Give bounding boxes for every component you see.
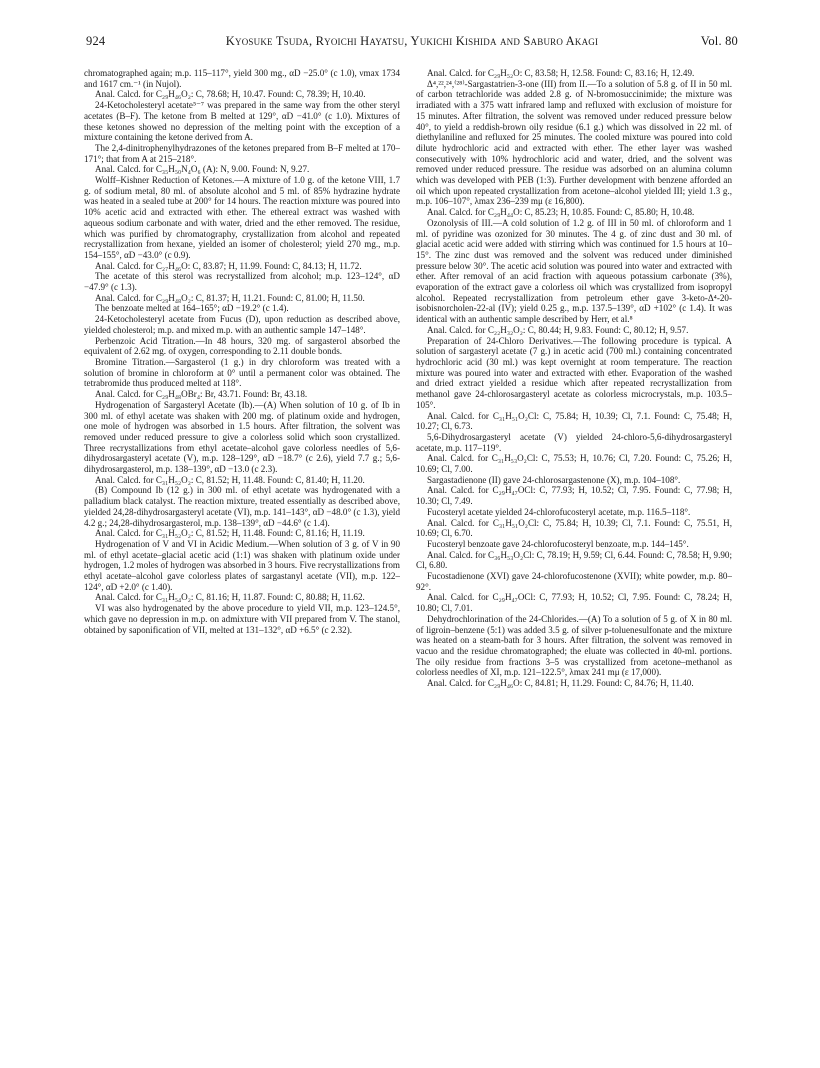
paragraph: Anal. Calcd. for C₃₁H₅₁O₂Cl: C, 75.84; H, 10.39; Cl, 7.1. Found: C, 75.48; H, 10.27; Cl, 6.73. bbox=[416, 410, 732, 432]
paragraph: Bromine Titration.—Sargasterol (1 g.) in dry chloroform was treated with a solution of bromine in chloroform at 0° until a permanent color was obtained. The tetrabromide thus produced melted at 118°. bbox=[84, 356, 400, 389]
paragraph: Perbenzoic Acid Titration.—In 48 hours, 320 mg. of sargasterol absorbed the equivalent of 2.62 mg. of oxygen, corresponding to 2.11 double bonds. bbox=[84, 335, 400, 357]
paragraph: Hydrogenation of V and VI in Acidic Medium.—When solution of 3 g. of V in 90 ml. of ethyl acetate–glacial acetic acid (1:1) was shaken with platinum oxide under hydrogen, 1.2 moles of hydrogen was absorbed in 3 hours. Five recrystallizations from ethyl acetate–alcohol gave colorless plates of sargastanyl acetate (VII), m.p. 122–124°, αD +2.0° (c 1.40). bbox=[84, 538, 400, 592]
paragraph: Dehydrochlorination of the 24-Chlorides.—(A) To a solution of 5 g. of X in 80 ml. of ligroin–benzene (5:1) was added 3.5 g. of silver p-toluenesulfonate and the mixture was heated on a steam-bath for 3 hours. After filtration, the solvent was removed in vacuo and the residue chromatographed; the eluate was collected in 40-ml. portions. The oily residue from fractions 3–5 was crystallized from acetone–methanol as colorless needles of XI, m.p. 121–122.5°, λmax 241 mμ (ε 17,000). bbox=[416, 613, 732, 678]
paragraph: Anal. Calcd. for C₂₉H₄₄O: C, 85.23; H, 10.85. Found: C, 85.80; H, 10.48. bbox=[427, 207, 695, 218]
paragraph: Anal. Calcd. for C₃₁H₅₄O₂: C, 81.16; H, 11.87. Found: C, 80.88; H, 11.62. bbox=[95, 592, 365, 603]
paragraph: Anal. Calcd. for C₃₁H₅₃O₂Cl: C, 75.53; H, 10.76; Cl, 7.20. Found: C, 75.26; H, 10.69; Cl, 7.00. bbox=[416, 453, 732, 475]
paragraph: Anal. Calcd. for C₂₉H₅₂O: C, 83.58; H, 12.58. Found: C, 83.16; H, 12.49. bbox=[427, 68, 695, 78]
paragraph: The acetate of this sterol was recrystallized from alcohol; m.p. 123–124°, αD −47.9° (c 1.3). bbox=[84, 271, 400, 293]
paragraph: Anal. Calcd. for C₂₉H₄₇OCl: C, 77.93; H, 10.52; Cl, 7.95. Found: C, 77.98; H, 10.30; Cl, 7.49. bbox=[416, 485, 732, 507]
paragraph: (B) Compound Ib (12 g.) in 300 ml. of ethyl acetate was hydrogenated with a palladium black catalyst. The reaction mixture, treated essentially as described above, yielded 24,28-dihydrosargasteryl acetate (VI), m.p. 141–143°, αD −48.0° (c 1.3), yield 4.2 g.; 24,28-dihydrosargasterol, m.p. 138–139°, αD −44.6° (c 1.4). bbox=[84, 485, 400, 528]
paragraph: Anal. Calcd. for C₃₆H₅₃O₂Cl: C, 78.19; H, 9.59; Cl, 6.44. Found: C, 78.58; H, 9.90; Cl, 6.80. bbox=[416, 549, 732, 571]
paragraph: Sargastadienone (II) gave 24-chlorosargastenone (X), m.p. 104–108°. bbox=[427, 474, 681, 485]
page-header bbox=[86, 34, 738, 50]
volume-label: Vol. 80 bbox=[700, 34, 738, 48]
left-column bbox=[84, 68, 400, 1058]
paragraph: Anal. Calcd. for C₂₉H₄₈OBr₄: Br, 43.71. Found: Br, 43.18. bbox=[95, 389, 308, 400]
paragraph: Anal. Calcd. for C₃₁H₅₂O₂: C, 81.52; H, 11.48. Found: C, 81.40; H, 11.20. bbox=[95, 474, 365, 485]
paragraph: Anal. Calcd. for C₂₉H₄₇OCl: C, 77.93; H, 10.52; Cl, 7.95. Found: C, 78.24; H, 10.80; Cl, 7.01. bbox=[416, 592, 732, 614]
paragraph: VI was also hydrogenated by the above procedure to yield VII, m.p. 123–124.5°, which gave no depression in m.p. on admixture with VII prepared from V. The stanol, obtained by saponification of VII, melted at 131–132°, αD +6.5° (c 2.32). bbox=[84, 603, 400, 635]
paragraph: Fucostadienone (XVI) gave 24-chlorofucostenone (XVII); white powder, m.p. 80–92°. bbox=[416, 571, 732, 592]
paragraph: Anal. Calcd. for C₂₉H₄₈O₂: C, 81.37; H, 11.21. Found: C, 81.00; H, 11.50. bbox=[95, 292, 365, 303]
paragraph: Anal. Calcd. for C₂₉H₄₆O₂: C, 78.68; H, 10.47. Found: C, 78.39; H, 10.40. bbox=[95, 89, 366, 100]
paragraph: 24-Ketocholesteryl acetate from Fucus (D), upon reduction as described above, yielded cholesterol; m.p. and mixed m.p. with an authentic sample 147–148°. bbox=[84, 314, 400, 335]
paragraph: Ozonolysis of III.—A cold solution of 1.2 g. of III in 50 ml. of chloroform and 1 ml. of pyridine was ozonized for 30 minutes. The 4 g. of zinc dust and 30 ml. of glacial acetic acid were added with stirring which was continued for 1.5 hours at 10–15°. The zinc dust was removed and the solvent was reduced under diminished pressure below 30°. The acetic acid solution was poured into water and extracted with ether. After removal of an acid fraction with aqueous potassium carbonate (3%), evaporation of the extract gave a colorless oil which was crystallized from isopropyl alcohol. Repeated recrystallization from petroleum ether gave 3-keto-Δ⁴-20-isobisnorcholen-22-al (IV); yield 0.25 g., m.p. 137.5–139°, αD +102° (c 1.4). It was identical with an authentic sample described by Herr, et al.⁸ bbox=[416, 217, 732, 325]
paragraph: chromatographed again; m.p. 115–117°, yield 300 mg., αD −25.0° (c 1.0), νmax 1734 and 1617 cm.⁻¹ (in Nujol). bbox=[84, 68, 400, 89]
paragraph: Anal. Calcd. for C₂₇H₄₆O: C, 83.87; H, 11.99. Found: C, 84.13; H, 11.72. bbox=[95, 260, 362, 271]
paragraph: Fucosteryl benzoate gave 24-chlorofucosteryl benzoate, m.p. 144–145°. bbox=[427, 538, 689, 549]
paragraph: Wolff–Kishner Reduction of Ketones.—A mixture of 1.0 g. of the ketone VIII, 1.7 g. of sodium metal, 80 ml. of absolute alcohol and 5 ml. of 85% hydrazine hydrate was heated in a sealed tube at 200° for 14 hours. The reaction mixture was poured into 10% acetic acid and extracted with ether. The ethereal extract was washed with aqueous sodium carbonate and with water, dried and the ether removed. The residue, which was purified by chromatography, crystallization from alcohol and repeated recrystallization from hexane, yielded an isomer of cholesterol; yield 270 mg., m.p. 154–155°, αD −43.0° (c 0.9). bbox=[84, 175, 400, 260]
paragraph: Δ⁴,²²,²⁴,⁽²⁸⁾-Sargastatrien-3-one (III) from II.—To a solution of 5.8 g. of II in 50 ml. of carbon tetrachloride was added 2.8 g. of N-bromosuccinimide; the mixture was irradiated with a 375 watt infrared lamp and refluxed with exclusion of moisture for 15 minutes. After filtration, the solvent was removed under reduced pressure below 40°, to yield a reddish-brown oily residue (6.1 g.) which was dissolved in 22 ml. of diethylaniline and refluxed for 25 minutes. The cooled mixture was poured into cold dilute hydrochloric acid and extracted with ether. The ether layer was washed consecutively with 10% hydrochloric acid and water, dried, and the solvent was removed under reduced pressure. The residue was adsorbed on an alumina column which was developed with PEB (1:3). Further development with benzene afforded an oil which upon repeated crystallization from acetone–alcohol yielded III; yield 1.3 g., m.p. 106–107°, λmax 236–239 mμ (ε 16,800). bbox=[416, 78, 732, 207]
paragraph: Preparation of 24-Chloro Derivatives.—The following procedure is typical. A solution of sargasteryl acetate (7 g.) in acetic acid (700 ml.) containing concentrated hydrochloric acid (30 ml.) was kept overnight at room temperature. The reaction mixture was poured into water and extracted with ether. Evaporation of the washed and dried extract yielded a residue which after repeated recrystallization from methanol gave 24-chlorosargasteryl acetate as colorless microcrystals, m.p. 103.5–105°. bbox=[416, 335, 732, 410]
paragraph: The benzoate melted at 164–165°; αD −19.2° (c 1.4). bbox=[95, 303, 289, 314]
page-number: 924 bbox=[86, 34, 106, 48]
paragraph: 24-Ketocholesteryl acetate⁵⁻⁷ was prepared in the same way from the other steryl acetates (B–F). The ketone from B melted at 129°, αD −41.0° (c 1.0). Mixtures of these ketones showed no depression of the melting point with the exception of a mixture containing the ketone derived from A. bbox=[84, 100, 400, 143]
paragraph: Fucosteryl acetate yielded 24-chlorofucosteryl acetate, m.p. 116.5–118°. bbox=[427, 506, 691, 517]
paragraph: Anal. Calcd. for C₂₉H₄₆O: C, 84.81; H, 11.29. Found: C, 84.76; H, 11.40. bbox=[427, 678, 694, 689]
paragraph: Anal. Calcd. for C₃₁H₅₁O₂Cl: C, 75.84; H, 10.39; Cl, 7.1. Found: C, 75.51, H, 10.69; Cl, 6.70. bbox=[416, 517, 732, 539]
paragraph: Hydrogenation of Sargasteryl Acetate (Ib).—(A) When solution of 10 g. of Ib in 300 ml. of ethyl acetate was shaken with 200 mg. of platinum oxide and hydrogen, one mole of hydrogen was absorbed in 1.5 hours. After filtration, the solvent was removed under reduced pressure to give a colorless solid which soon crystallized. Three recrystallizations from ethyl acetate–alcohol gave colorless needles of 5,6-dihydrosargasteryl acetate (V), m.p. 128–129°, αD −18.7° (c 2.6), yield 7.7 g.; 5,6-dihydrosargasterol, m.p. 138–139°, αD −13.0 (c 2.3). bbox=[84, 399, 400, 475]
paragraph: Anal. Calcd. for C₂₂H₃₂O₂: C, 80.44; H, 9.83. Found: C, 80.12; H, 9.57. bbox=[427, 324, 689, 335]
paragraph: 5,6-Dihydrosargasteryl acetate (V) yielded 24-chloro-5,6-dihydrosargasteryl acetate, m.p. 117–119°. bbox=[416, 431, 732, 453]
paragraph: Anal. Calcd. for C₃₁H₅₂O₂: C, 81.52; H, 11.48. Found: C, 81.16; H, 11.19. bbox=[95, 528, 365, 539]
paragraph: Anal. Calcd. for C₃₅H₅₀N₄O₆ (A): N, 9.00. Found: N, 9.27. bbox=[95, 164, 310, 175]
paragraph: The 2,4-dinitrophenylhydrazones of the ketones prepared from B–F melted at 170–171°; that from A at 215–218°. bbox=[84, 142, 400, 164]
right-column bbox=[416, 68, 732, 1058]
running-authors: Kyosuke Tsuda, Ryoichi Hayatsu, Yukichi Kishida and Saburo Akagi bbox=[225, 34, 599, 48]
